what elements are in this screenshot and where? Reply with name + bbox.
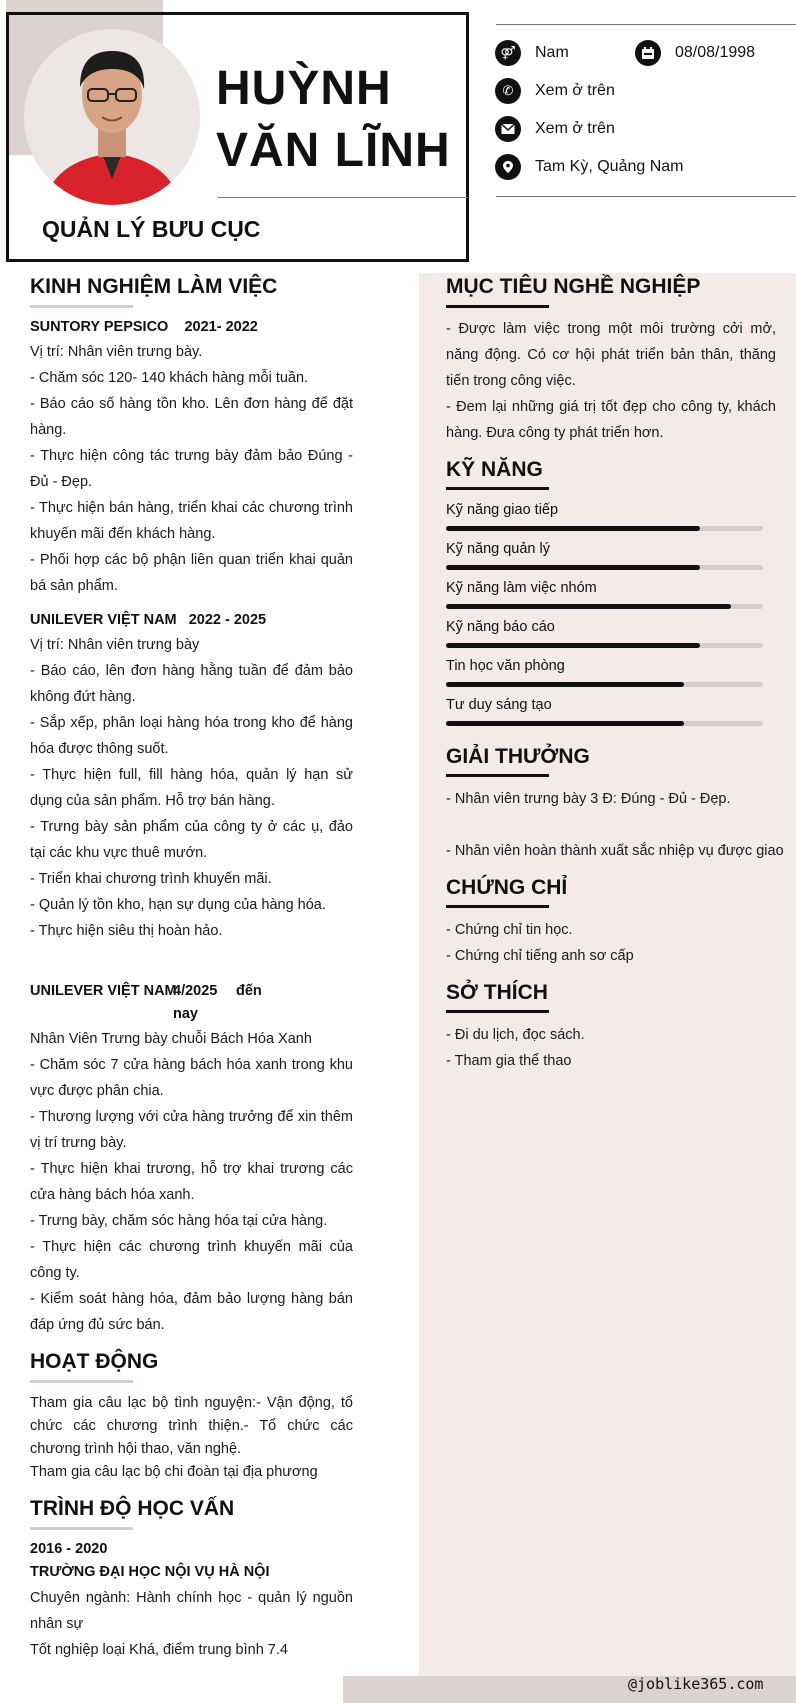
award-line-1: - Nhân viên trưng bày 3 Đ: Đúng - Đủ - Đẹp.: [446, 791, 731, 807]
job-title: QUẢN LÝ BƯU CỤC: [42, 216, 261, 242]
experience-heading: KINH NGHIỆM LÀM VIỆC: [30, 275, 278, 298]
certificate-line: - Chứng chỉ tiếng anh sơ cấp: [446, 948, 634, 964]
birthdate-value: 08/08/1998: [675, 44, 756, 61]
gender-icon: ⚤: [495, 40, 521, 66]
job-3-details: [30, 1026, 353, 1338]
skill-bar-track: [446, 526, 763, 531]
name-divider: [218, 197, 468, 198]
job-2-details: [30, 632, 353, 944]
activity-line: Tham gia câu lạc bộ tình nguyện:- Vận động, tổ chức các chương trình thiện.- Tổ chức các chương trình hội thao, văn nghệ.: [30, 1395, 353, 1457]
education-major: Chuyên ngành: Hành chính học - quản lý nguồn nhân sự: [30, 1590, 353, 1632]
skill-bar-fill: [446, 565, 700, 570]
job-2-line: - Triển khai chương trình khuyến mãi.: [30, 871, 272, 887]
skill-label: Kỹ năng quản lý: [446, 541, 550, 557]
job-2-line: - Thực hiện full, fill hàng hóa, quản lý hạn sử dụng của sản phẩm. Hỗ trợ bán hàng.: [30, 767, 353, 809]
hobby-line: - Tham gia thể thao: [446, 1053, 572, 1069]
award-line-2: - Nhân viên hoàn thành xuất sắc nhiệp vụ được giao: [446, 843, 784, 859]
contact-gender: [495, 40, 569, 66]
contact-bottom-rule: [496, 196, 796, 197]
job-3-period-end: nay: [173, 1006, 198, 1022]
contact-email: [495, 116, 615, 142]
objective-line: - Đem lại những giá trị tốt đẹp cho công ty, khách hàng. Đưa công ty phát triển hơn.: [446, 399, 776, 441]
certificates-details: [446, 917, 634, 969]
job-3-line: - Chăm sóc 7 cửa hàng bách hóa xanh trong khu vực được phân chia.: [30, 1057, 353, 1099]
activity-line: Tham gia câu lạc bộ chi đoàn tại địa phương: [30, 1464, 318, 1480]
job-1-header: [30, 314, 258, 340]
job-2-line: - Sắp xếp, phân loại hàng hóa trong kho để hàng hóa được thông suốt.: [30, 715, 353, 757]
education-school: TRƯỜNG ĐẠI HỌC NỘI VỤ HÀ NỘI: [30, 1564, 270, 1580]
skill-label: Kỹ năng báo cáo: [446, 619, 555, 635]
job-3-line: - Trưng bày, chăm sóc hàng hóa tại cửa hàng.: [30, 1213, 328, 1229]
job-1-line: - Chăm sóc 120- 140 khách hàng mỗi tuần.: [30, 370, 309, 386]
skill-bar-fill: [446, 721, 684, 726]
skill-bar-track: [446, 565, 763, 570]
job-2-header: [30, 607, 266, 633]
skill-bar-fill: [446, 643, 700, 648]
skill-bar-fill: [446, 604, 731, 609]
job-2-line: Vị trí: Nhân viên trưng bày: [30, 637, 200, 653]
education-result: Tốt nghiệp loại Khá, điểm trung bình 7.4: [30, 1642, 288, 1658]
certificate-line: - Chứng chỉ tin học.: [446, 922, 573, 938]
activities-details: [30, 1392, 353, 1484]
job-1-company: SUNTORY PEPSICO: [30, 319, 169, 335]
certificates-underline: [446, 905, 549, 908]
phone-value: Xem ở trên: [535, 82, 615, 99]
skill-label: Kỹ năng làm việc nhóm: [446, 580, 597, 596]
job-2-line: - Quản lý tồn kho, hạn sự dụng của hàng hóa.: [30, 897, 326, 913]
contact-birthdate: [635, 40, 755, 66]
job-3-line: - Kiểm soát hàng hóa, đảm bảo lượng hàng bán đáp ứng đủ sức bán.: [30, 1291, 353, 1333]
job-1-line: - Thực hiện công tác trưng bày đảm bảo Đúng - Đủ - Đẹp.: [30, 448, 353, 490]
education-details: [30, 1585, 353, 1663]
job-1-line: - Phối hợp các bộ phận liên quan triển khai quản bá sản phẩm.: [30, 552, 353, 594]
job-2-company: UNILEVER VIỆT NAM: [30, 612, 177, 628]
job-3-line: - Thương lượng với cửa hàng trưởng để xin thêm vị trí trưng bày.: [30, 1109, 353, 1151]
skills-heading: KỸ NĂNG: [446, 458, 543, 481]
job-3-line: Nhân Viên Trưng bày chuỗi Bách Hóa Xanh: [30, 1031, 312, 1047]
phone-icon: ✆: [495, 78, 521, 104]
job-1-details: [30, 339, 353, 599]
job-2-period: 2022 - 2025: [188, 612, 267, 628]
job-2-line: - Báo cáo, lên đơn hàng hằng tuần để đảm bảo không đứt hàng.: [30, 663, 353, 705]
hobby-line: - Đi du lịch, đọc sách.: [446, 1027, 585, 1043]
skill-label: Tin học văn phòng: [446, 658, 565, 674]
skill-bar-track: [446, 721, 763, 726]
skill-bar-track: [446, 643, 763, 648]
job-2-line: - Trưng bày sản phẩm của công ty ở các ụ, đảo tại các khu vực thuê mướn.: [30, 819, 353, 861]
awards-heading: GIẢI THƯỞNG: [446, 745, 590, 768]
skill-label: Kỹ năng giao tiếp: [446, 502, 559, 518]
activities-underline: [30, 1380, 133, 1383]
objective-details: [446, 316, 776, 446]
awards-underline: [446, 774, 549, 777]
contact-address: [495, 154, 684, 180]
job-1-line: Vị trí: Nhân viên trưng bày.: [30, 344, 203, 360]
email-icon: [495, 116, 521, 142]
skill-bar-track: [446, 604, 763, 609]
hobbies-underline: [446, 1010, 549, 1013]
name-line-1: HUỲNH: [216, 62, 392, 115]
certificates-heading: CHỨNG CHỈ: [446, 876, 568, 899]
skill-bar-track: [446, 682, 763, 687]
job-1-line: - Thực hiện bán hàng, triển khai các chương trình khuyến mãi đến khách hàng.: [30, 500, 353, 542]
hobbies-details: [446, 1022, 585, 1074]
job-3-period-to: đến: [236, 983, 262, 999]
contact-top-rule: [496, 24, 796, 25]
skill-bar-fill: [446, 682, 684, 687]
job-1-line: - Báo cáo số hàng tồn kho. Lên đơn hàng để đặt hàng.: [30, 396, 353, 438]
skill-label: Tư duy sáng tạo: [446, 697, 552, 713]
job-3-period-start: 4/2025: [173, 983, 218, 999]
calendar-icon: [635, 40, 661, 66]
skill-bar-fill: [446, 526, 700, 531]
gender-value: Nam: [535, 44, 569, 61]
profile-photo: [24, 29, 200, 205]
job-3-line: - Thực hiện khai trương, hỗ trợ khai trương các cửa hàng bách hóa xanh.: [30, 1161, 353, 1203]
objective-heading: MỤC TIÊU NGHỀ NGHIỆP: [446, 275, 701, 298]
education-period: 2016 - 2020: [30, 1541, 108, 1557]
footer-watermark: @joblike365.com: [628, 1675, 764, 1693]
hobbies-heading: SỞ THÍCH: [446, 981, 548, 1004]
job-3-company: UNILEVER VIỆT NAM: [30, 983, 177, 999]
education-underline: [30, 1527, 133, 1530]
activities-heading: HOẠT ĐỘNG: [30, 1350, 159, 1373]
candidate-name: [216, 58, 451, 182]
email-value: Xem ở trên: [535, 120, 615, 137]
education-heading: TRÌNH ĐỘ HỌC VẤN: [30, 1497, 235, 1520]
job-2-line: - Thực hiện siêu thị hoàn hảo.: [30, 923, 223, 939]
job-3-line: - Thực hiện các chương trình khuyến mãi của công ty.: [30, 1239, 353, 1281]
location-pin-icon: [495, 154, 521, 180]
experience-underline: [30, 305, 133, 308]
name-line-2: VĂN LĨNH: [216, 124, 451, 177]
objective-underline: [446, 305, 549, 308]
job-1-period: 2021- 2022: [184, 319, 258, 335]
right-column-panel: [419, 273, 796, 1676]
contact-phone: [495, 78, 615, 104]
skills-underline: [446, 487, 549, 490]
objective-line: - Được làm việc trong một môi trường cởi mở, năng động. Có cơ hội phát triển bản thân, thăng tiến trong công việc.: [446, 321, 776, 389]
address-value: Tam Kỳ, Quảng Nam: [535, 158, 684, 175]
